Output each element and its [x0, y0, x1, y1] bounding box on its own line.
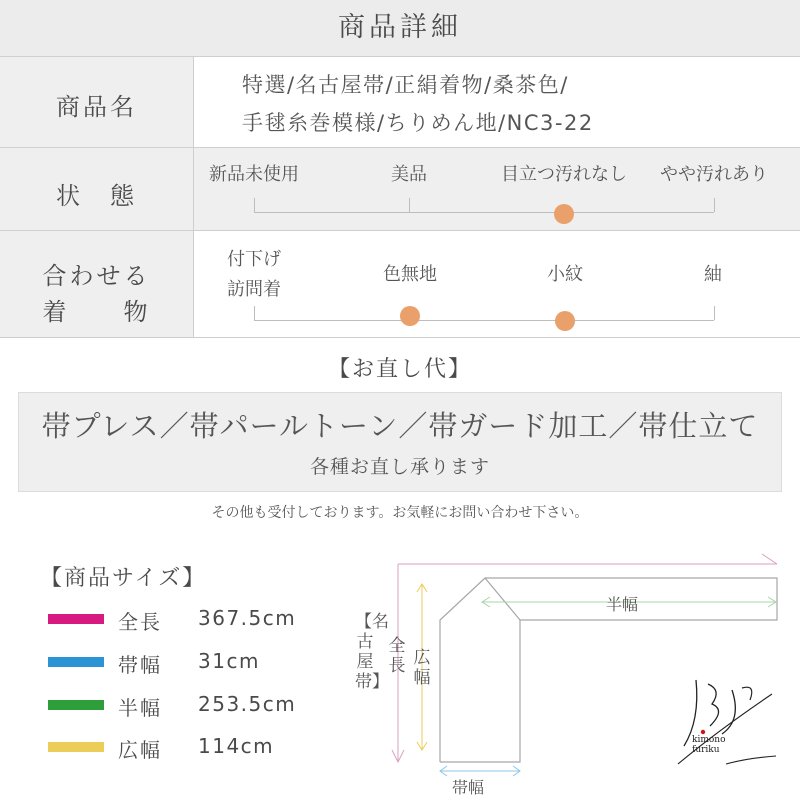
diagram-hirohaba-label: 広幅: [413, 648, 431, 688]
scale-tick: [714, 306, 715, 320]
match-label-line1: 合わせる: [42, 262, 151, 290]
condition-option: 目立つ汚れなし: [501, 164, 627, 185]
hirohaba-swatch: [48, 742, 104, 752]
divider: [0, 337, 800, 338]
match-scale-line: [254, 320, 714, 321]
alterations-services: 帯プレス／帯パールトーン／帯ガード加工／帯仕立て: [41, 409, 759, 443]
diagram-obihaba-label: 帯幅: [452, 778, 485, 797]
scale-tick: [409, 198, 410, 212]
size-name: 広幅: [118, 738, 162, 762]
sizes-title: 【商品サイズ】: [40, 566, 207, 591]
alterations-subtitle: 各種お直し承ります: [309, 456, 490, 478]
match-option: 小紋: [547, 264, 583, 285]
alterations-title: 【お直し代】: [327, 357, 472, 382]
alterations-note: その他も受付しております。お気軽にお問い合わせ下さい。: [211, 505, 589, 521]
size-name: 全長: [118, 610, 162, 634]
condition-marker: [554, 204, 574, 224]
zencho-arrowhead: [762, 554, 777, 564]
diagram-type-label: 【名古屋帯】: [355, 612, 389, 692]
size-value: 114cm: [198, 734, 275, 758]
match-label-line2: 着 物: [42, 298, 151, 326]
size-name: 帯幅: [118, 653, 162, 677]
condition-label: 状 態: [56, 182, 137, 210]
match-marker: [555, 311, 575, 331]
match-option: 訪問着: [227, 279, 281, 300]
obi-fold-line: [485, 578, 520, 620]
match-option: 色無地: [383, 264, 437, 285]
scale-tick: [254, 198, 255, 212]
logo-text: [692, 735, 726, 755]
product-name-line2: 手毬糸巻模様/ちりめん地/NC3-22: [242, 111, 594, 135]
scale-tick: [714, 198, 715, 212]
condition-option: 美品: [391, 164, 427, 185]
diagram-hanhaba-label: 半幅: [606, 595, 639, 614]
product-name-label: 商品名: [56, 93, 137, 121]
condition-option: 新品未使用: [209, 164, 299, 185]
condition-scale-line: [254, 212, 714, 213]
obihaba-swatch: [48, 657, 104, 667]
match-option-line1: 付下げ: [227, 249, 281, 270]
size-value: 253.5cm: [198, 692, 297, 716]
diagram-zencho-label: 全長: [388, 636, 406, 676]
match-option: 紬: [704, 264, 722, 285]
size-value: 31cm: [198, 649, 260, 673]
logo-text-line: kimono: [692, 735, 726, 745]
column-divider: [193, 57, 194, 337]
page-title: 商品詳細: [338, 12, 462, 43]
hanhaba-swatch: [48, 700, 104, 710]
product-name-line1: 特選/名古屋帯/正絹着物/桑茶色/: [242, 73, 569, 97]
condition-option: やや汚れあり: [660, 164, 768, 185]
logo-text-line: furiku: [692, 745, 720, 755]
scale-tick: [254, 306, 255, 320]
size-name: 半幅: [118, 696, 162, 720]
match-marker: [400, 306, 420, 326]
zencho-swatch: [48, 614, 104, 624]
size-value: 367.5cm: [198, 606, 297, 630]
